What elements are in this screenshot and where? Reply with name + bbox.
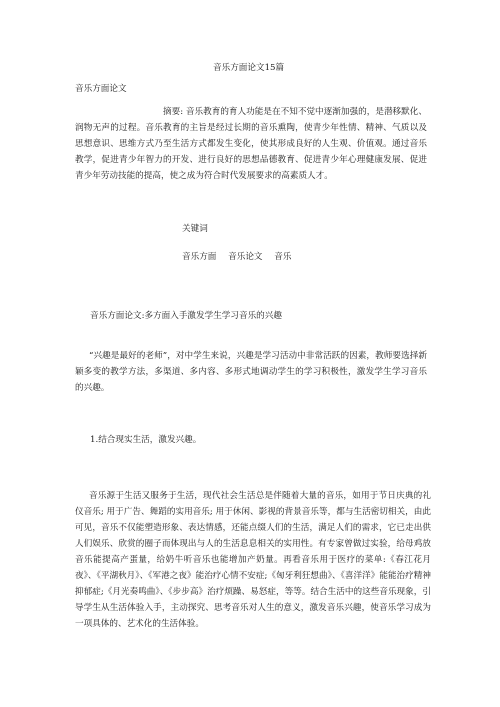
abstract-paragraph: 摘要: 音乐教育的育人功能是在不知不觉中逐渐加强的，是潜移默化、润物无声的过程。音乐教育的主旨是经过长期的音乐熏陶，使青少年性情、精神、气质以及思想意识、思维方式乃至生活方式都发生变化，使其形成良好的人生观、价值观。通过音乐教学，促进青少年智力的开发、进行良好的思想品德教育、促进青少年心理健康发展、促进青少年劳动技能的提高，使之成为符合时代发展要求的高素质人才。 — [75, 107, 427, 181]
body-paragraph: 音乐源于生活又服务于生活，现代社会生活总是伴随着大量的音乐，如用于节日庆典的礼仪音乐; 用于广告、舞蹈的实用音乐; 用于休闲、影视的背景音乐等，都与生活密切相关，由此可见，音乐不仅能塑造形象、表达情感，还能点缀人们的生活，满足人们的需求，它已走出供人们娱乐、欣赏的圈子而体现出与人的生活息息相关的实用性。有专家曾做过实验，给母鸡放音乐能提高产蛋量，给奶牛听音乐也能增加产奶量。再看音乐用于医疗的菜单:《春江花月夜》、《平湖秋月》、《军港之夜》能治疗心情不安症;《匈牙利狂想曲》、《喜洋洋》能能治疗精神抑郁症;《月光奏鸣曲》、《步步高》治疗烦躁、易怒症，等等。结合生活中的这些音乐现象，引导学生从生活体验入手，主动探究、思考音乐对人生的意义，激发音乐兴趣，使音乐学习成为一项具体的、艺术化的生活体验。 — [75, 491, 431, 629]
sub-heading: 1.结合现实生活，激发兴趣。 — [90, 435, 202, 445]
keyword-item: 音乐方面 — [182, 252, 217, 262]
document-subtitle: 音乐方面论文 — [75, 84, 127, 94]
keywords-heading: 关键词 — [182, 224, 208, 234]
keyword-item: 音乐论文 — [228, 252, 263, 262]
intro-paragraph: “兴趣是最好的老师”，对中学生来说，兴趣是学习活动中非常活跃的因素，教师要选择新颖多变的教学方法，多渠道、多内容、多形式地调动学生的学习积极性，激发学生学习音乐的兴趣。 — [75, 351, 427, 393]
document-title: 音乐方面论文15篇 — [213, 63, 285, 73]
keyword-item: 音乐 — [274, 252, 292, 262]
section-title: 音乐方面论文:多方面入手激发学生学习音乐的兴趣 — [90, 311, 282, 321]
keywords-list — [182, 250, 300, 264]
